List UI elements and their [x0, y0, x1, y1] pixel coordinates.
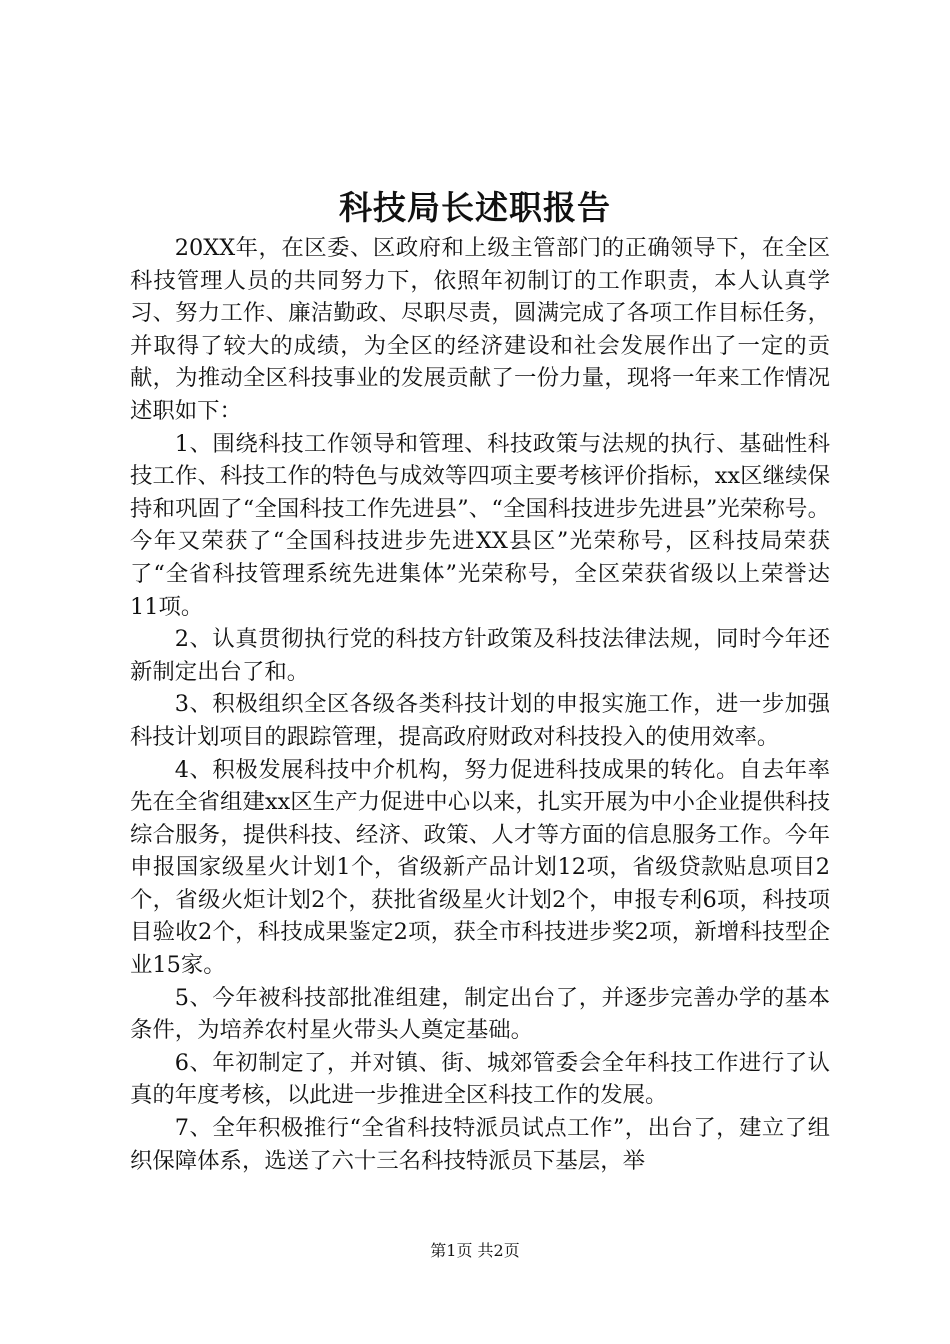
- paragraph-item-6: 6、年初制定了，并对镇、街、城郊管委会全年科技工作进行了认真的年度考核，以此进一步推进全区科技工作的发展。: [130, 1049, 830, 1109]
- paragraph-intro: 20XX年，在区委、区政府和上级主管部门的正确领导下，在全区科技管理人员的共同努力下，依照年初制订的工作职责，本人认真学习、努力工作、廉洁勤政、尽职尽责，圆满完成了各项工作目标任务，并取得了较大的成绩，为全区的经济建设和社会发展作出了一定的贡献，为推动全区科技事业的发展贡献了一份力量，现将一年来工作情况述职如下：: [130, 235, 830, 424]
- paragraph-item-4: 4、积极发展科技中介机构，努力促进科技成果的转化。自去年率先在全省组建xx区生产力促进中心以来，扎实开展为中小企业提供科技综合服务，提供科技、经济、政策、人才等方面的信息服务工作。今年申报国家级星火计划1个，省级新产品计划12项，省级贷款贴息项目2个，省级火炬计划2个，获批省级星火计划2个，申报专利6项，科技项目验收2个，科技成果鉴定2项，获全市科技进步奖2项，新增科技型企业15家。: [130, 756, 830, 979]
- paragraph-item-2: 2、认真贯彻执行党的科技方针政策及科技法律法规，同时今年还新制定出台了和。: [130, 626, 830, 685]
- paragraph-item-5: 5、今年被科技部批准组建，制定出台了，并逐步完善办学的基本条件，为培养农村星火带头人奠定基础。: [130, 984, 830, 1044]
- paragraph-item-7: 7、全年积极推行“全省科技特派员试点工作”，出台了，建立了组织保障体系，选送了六十三名科技特派员下基层，举: [130, 1115, 830, 1174]
- document-body: [130, 232, 830, 1177]
- paragraph-item-3: 3、积极组织全区各级各类科技计划的申报实施工作，进一步加强科技计划项目的跟踪管理，提高政府财政对科技投入的使用效率。: [130, 691, 830, 750]
- page-footer: 第1页 共2页: [430, 1241, 520, 1260]
- document-title: 科技局长述职报告: [339, 188, 611, 227]
- paragraph-item-1: 1、围绕科技工作领导和管理、科技政策与法规的执行、基础性科技工作、科技工作的特色与成效等四项主要考核评价指标，xx区继续保持和巩固了“全国科技工作先进县”、“全国科技进步先进县”光荣称号。今年又荣获了“全国科技进步先进XX县区”光荣称号，区科技局荣获了“全省科技管理系统先进集体”光荣称号，全区荣获省级以上荣誉达11项。: [130, 430, 830, 620]
